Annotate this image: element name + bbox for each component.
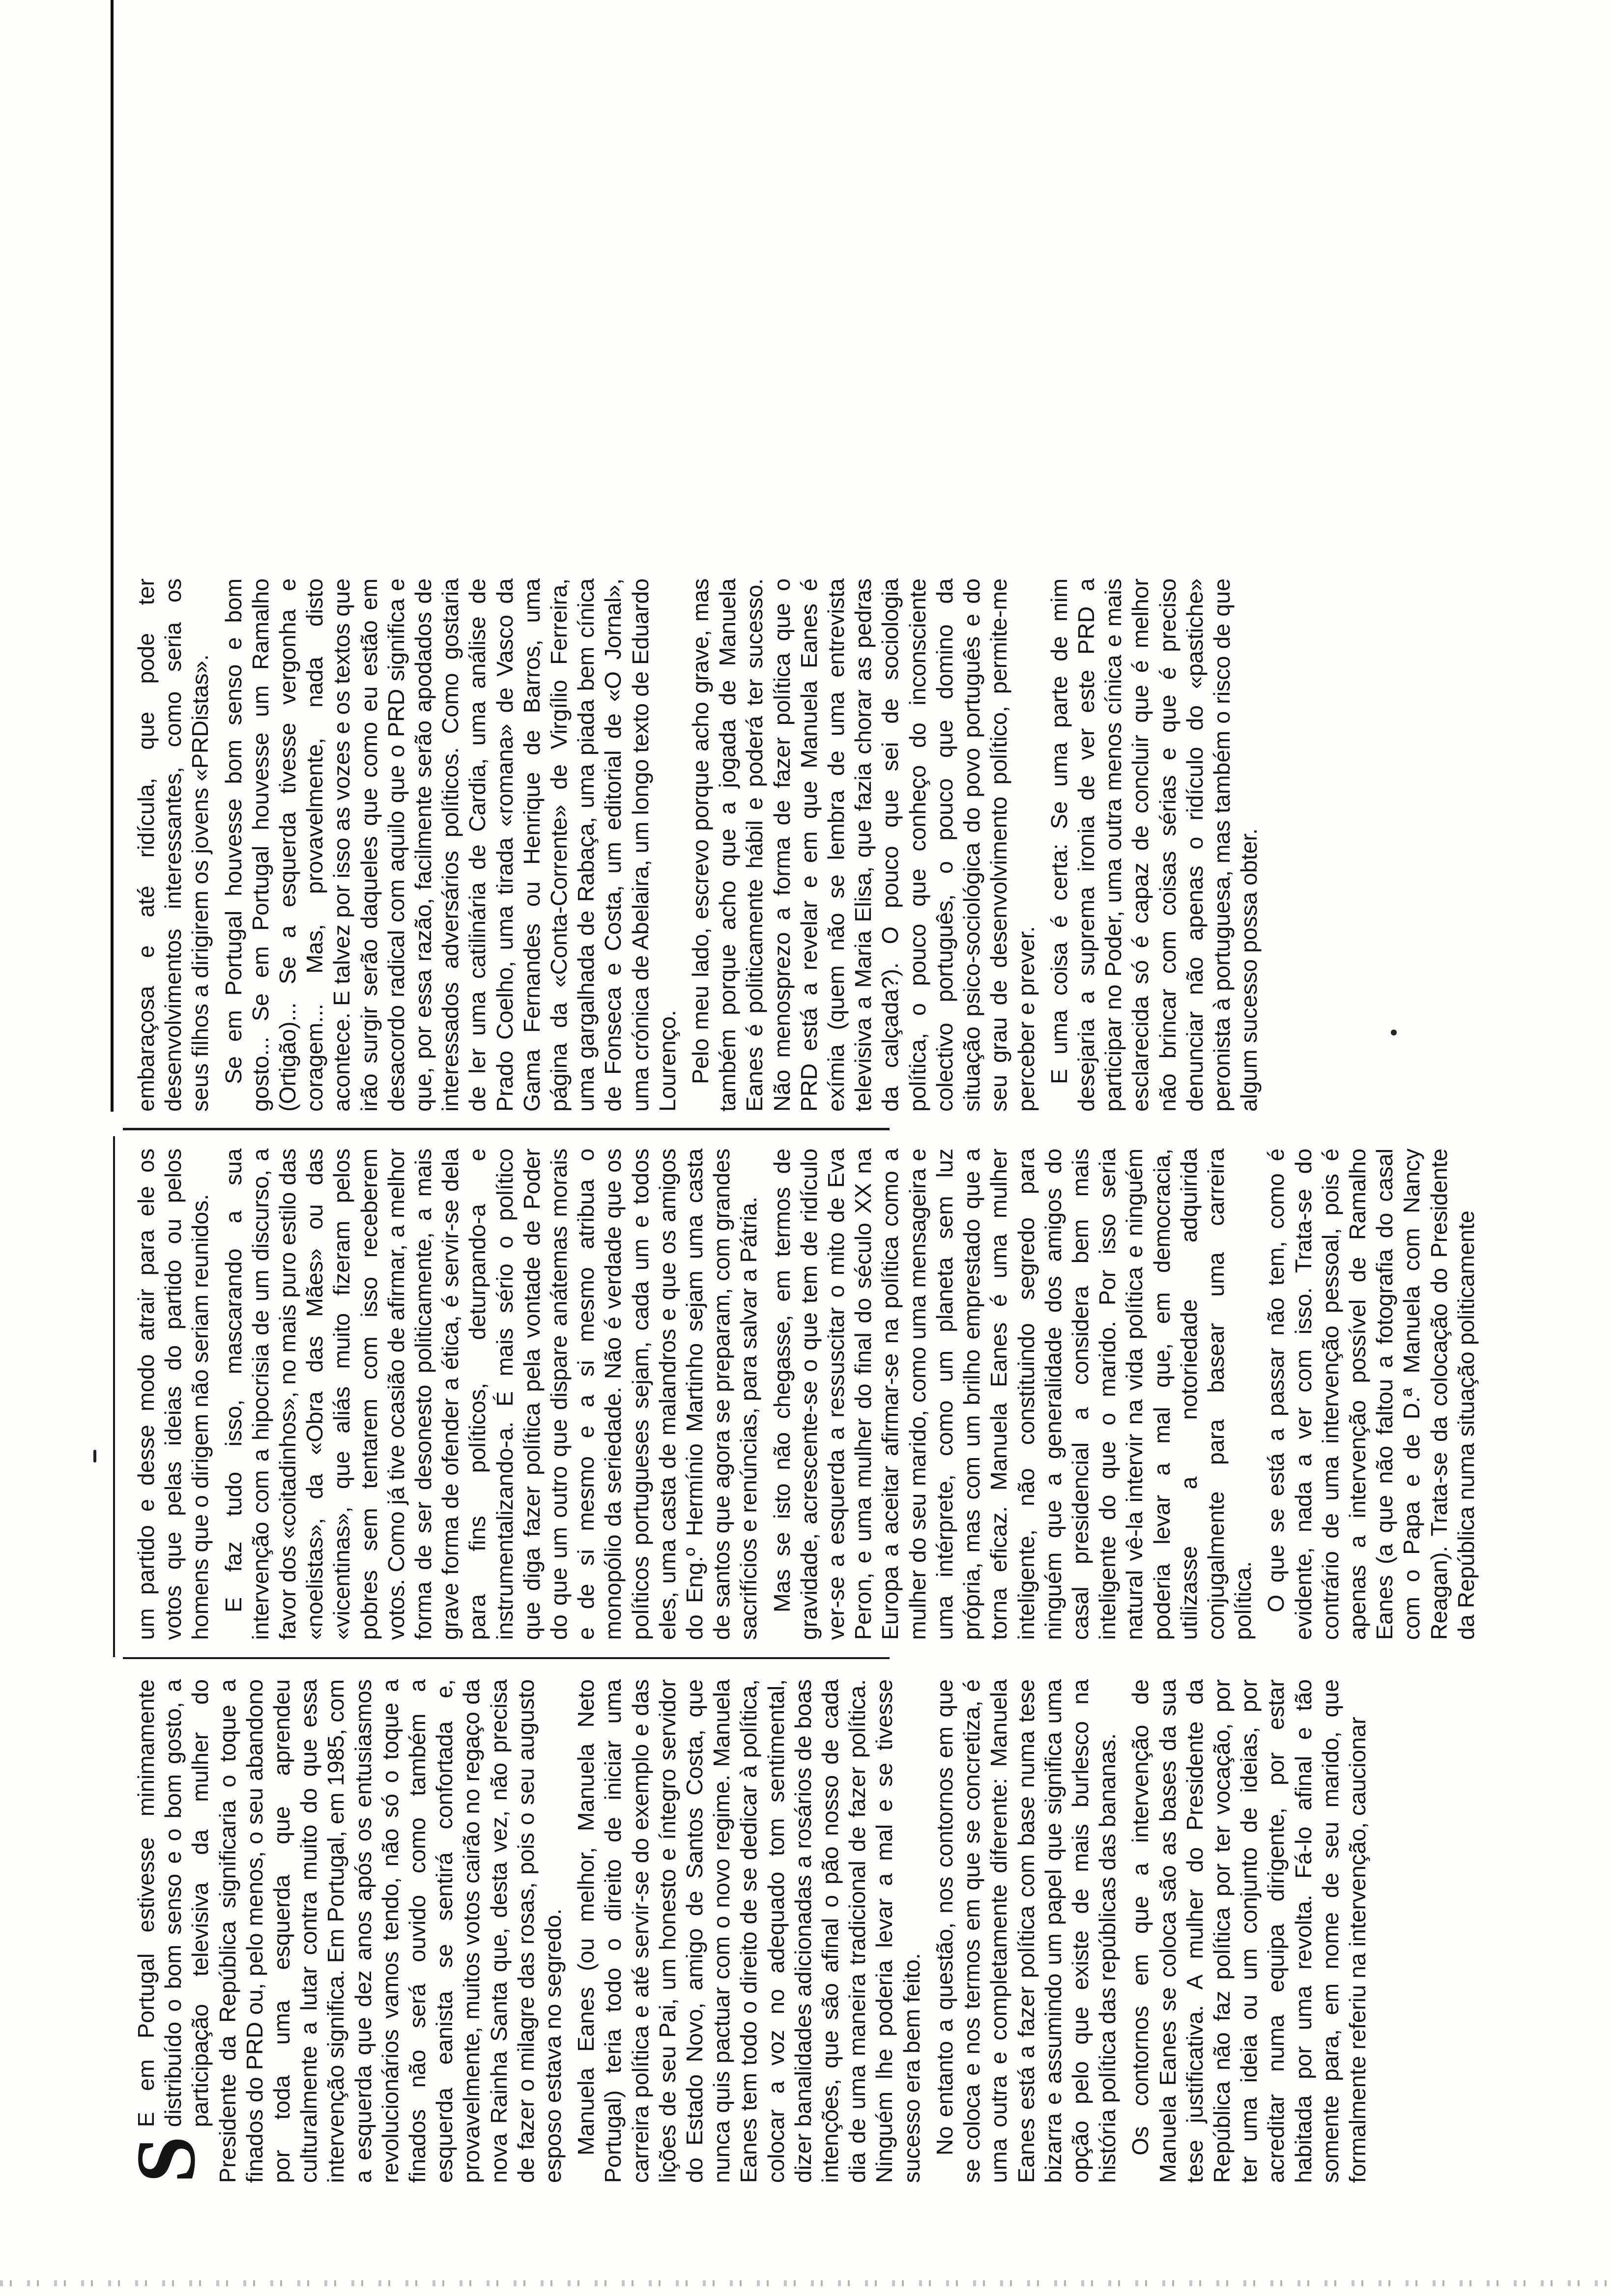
article-column-3 [133,578,1263,1112]
column-2-top-rule [113,1136,115,1657]
column-1-paragraph-1 [119,1679,567,2183]
column-3-paragraph-2: Se em Portugal houvesse bom senso e bom gosto... Se em Portugal houvesse um Ramalho (Ortigão)... Se a esquerda tivesse vergonha e coragem... Mas, provavelmente, nada disto acontece. E talvez por isso as vozes e os textos que irão surgir serão daqueles que como eu estão em desacordo radical com aquilo que o PRD significa e que, por essa razão, facilmente serão apodados de interessados adversários políticos. Como gostaria de ler uma catilinária de Cardia, uma análise de Prado Coelho, uma tirada «romana» de Vasco da Gama Fernandes ou Henrique de Barros, uma página da «Conta-Corrente» de Virgílio Ferreira, uma gargalhada de Rabaça, uma piada bem cínica de Fonseca e Costa, um editorial de «O Jornal», uma crónica de Abelaira, um longo texto de Eduardo Lourenço. [220,578,680,1112]
column-1-paragraph-4: Os contornos em que a intervenção de Manuela Eanes se coloca são as bases da sua tese justificativa. A mulher do Presidente da República não faz política por ter vocação, por ter uma ideia ou um conjunto de ideias, por acreditar numa equipa dirigente, por estar habitada por uma revolta. Fá-lo afinal e tão somente para, em nome de seu marido, que formalmente referiu na intervenção, caucionar [1127,1679,1370,2183]
column-3-paragraph-1: embaraçosa e até ridícula, que pode ter desenvolvimentos interessantes, como seria os seus filhos a dirigirem os jovens «PRDistas». [133,578,213,1112]
column-3-paragraph-4: E uma coisa é certa: Se uma parte de mim desejaria a suprema ironia de ver este PRD a participar no Poder, uma outra menos cínica e mais esclarecida só é capaz de concluir que é melhor não brincar com coisas sérias e que é preciso denunciar não apenas o ridículo do «pastiche» peronista à portuguesa, mas também o risco de que algum sucesso possa obter. [1046,578,1262,1112]
column-1-paragraph-1-text: E em Portugal estivesse minimamente distribuído o bom senso e o bom gosto, a participação televisiva da mulher do Presidente da República significaria o toque a finados do PRD ou, pelo menos, o seu abandono por toda uma esquerda que aprendeu culturalmente a lutar contra muito do que essa intervenção significa. Em Portugal, em 1985, com a esquerda que dez anos após os entusiasmos revolucionários vamos tendo, não só o toque a finados não será ouvido como também a esquerda eanista se sentirá confortada e, provavelmente, muitos votos cairão no regaço da nova Rainha Santa que, desta vez, não precisa de fazer o milagre das rosas, pois o seu augusto esposo estava no segredo. [133,1679,566,2183]
scan-edge-noise [0,2280,1612,2286]
column-2-paragraph-2: E faz tudo isso, mascarando a sua intervenção com a hipocrisia de um discurso, a favor dos «coitadinhos», no mais puro estilo das «noelistas», da «Obra das Mães» ou das «vicentinas», que aliás muito fizeram pelos pobres sem tentarem com isso receberem votos. Como já tive ocasião de afirmar, a melhor forma de ser desonesto politicamente, a mais grave forma de ofender a ética, é servir-se dela para fins políticos, deturpando-a e instrumentalizando-a. É mais sério o político que diga fazer política pela vontade de Poder do que um outro que dispare anátemas morais e de si mesmo e a si mesmo atribua o monopólio da seriedade. Não é verdade que os políticos portugueses sejam, cada um e todos eles, uma casta de malandros e que os amigos do Eng.º Hermínio Martinho sejam uma casta de santos que agora se preparam, com grandes sacrifícios e renúncias, para salvar a Pátria. [220,1148,762,1640]
column-divider-1 [123,1657,890,1659]
article-column-2 [133,1148,1480,1640]
column-divider-2 [123,1128,890,1130]
scan-speck [1391,1030,1397,1035]
scan-speck [93,1450,96,1463]
column-2-paragraph-3: Mas se isto não chegasse, em termos de gravidade, acrescente-se o que tem de ridículo ver-se a esquerda a ressuscitar o mito de Eva Peron, e uma mulher do final do século XX na Europa a aceitar afirmar-se na política como a mulher do seu marido, como uma mensageira e uma intérprete, como um planeta sem luz própria, mas com um brilho emprestado que a torna eficaz. Manuela Eanes é uma mulher inteligente, não constituindo segredo para ninguém que a generalidade dos amigos do casal presidencial a considera bem mais inteligente do que o marido. Por isso seria natural vê-la intervir na vida política e ninguém poderia levar a mal que, em democracia, utilizasse a notoriedade adquirida conjugalmente para basear uma carreira política. [769,1148,1256,1640]
column-2-paragraph-4: O que se está a passar não tem, como é evidente, nada a ver com isso. Trata-se do contrário de uma intervenção pessoal, pois é apenas a intervenção possível de Ramalho Eanes (a que não faltou a fotografia do casal com o Papa e de D.ª Manuela com Nancy Reagan). Trata-se da colocação do Presidente da República numa situação politicamente [1263,1148,1479,1640]
column-3-paragraph-3: Pelo meu lado, escrevo porque acho grave, mas também porque acho que a jogada de Manuela Eanes é politicamente hábil e poderá ter sucesso. Não menosprezo a forma de fazer política que o PRD está a revelar e em que Manuela Eanes é exímia (quem não se lembra de uma entrevista televisiva a Maria Elisa, que fazia chorar as pedras da calçada?). O pouco que sei de sociologia política, o pouco que conheço do inconsciente colectivo português, o pouco que domino da situação psico-sociológica do povo português e do seu grau de desenvolvimento político, permite-me perceber e prever. [688,578,1039,1112]
article-column-1 [119,1679,1371,2183]
column-1-paragraph-3: No entanto a questão, nos contornos em que se coloca e nos termos em que se concretiza, é uma outra e completamente diferente: Manuela Eanes está a fazer política com base numa tese bizarra e assumindo um papel que significa uma opção pelo que existe de mais burlesco na história política das repúblicas das bananas. [931,1679,1121,2183]
column-top-rule [111,0,114,1112]
drop-cap: S [119,2136,213,2183]
column-1-paragraph-2: Manuela Eanes (ou melhor, Manuela Neto Portugal) teria todo o direito de iniciar uma carreira política e até servir-se do exemplo e das lições de seu Pai, um honesto e íntegro servidor do Estado Novo, amigo de Santos Costa, que nunca quis pactuar com o novo regime. Manuela Eanes tem todo o direito de se dedicar à política, colocar a voz no adequado tom sentimental, dizer banalidades adicionadas a rosários de boas intenções, que são afinal o pão nosso de cada dia de uma maneira tradicional de fazer política. Ninguém lhe poderia levar a mal e se tivesse sucesso era bem feito. [573,1679,924,2183]
column-2-paragraph-1: um partido e desse modo atrair para ele os votos que pelas ideias do partido ou pelos homens que o dirigem não seriam reunidos. [133,1148,213,1640]
